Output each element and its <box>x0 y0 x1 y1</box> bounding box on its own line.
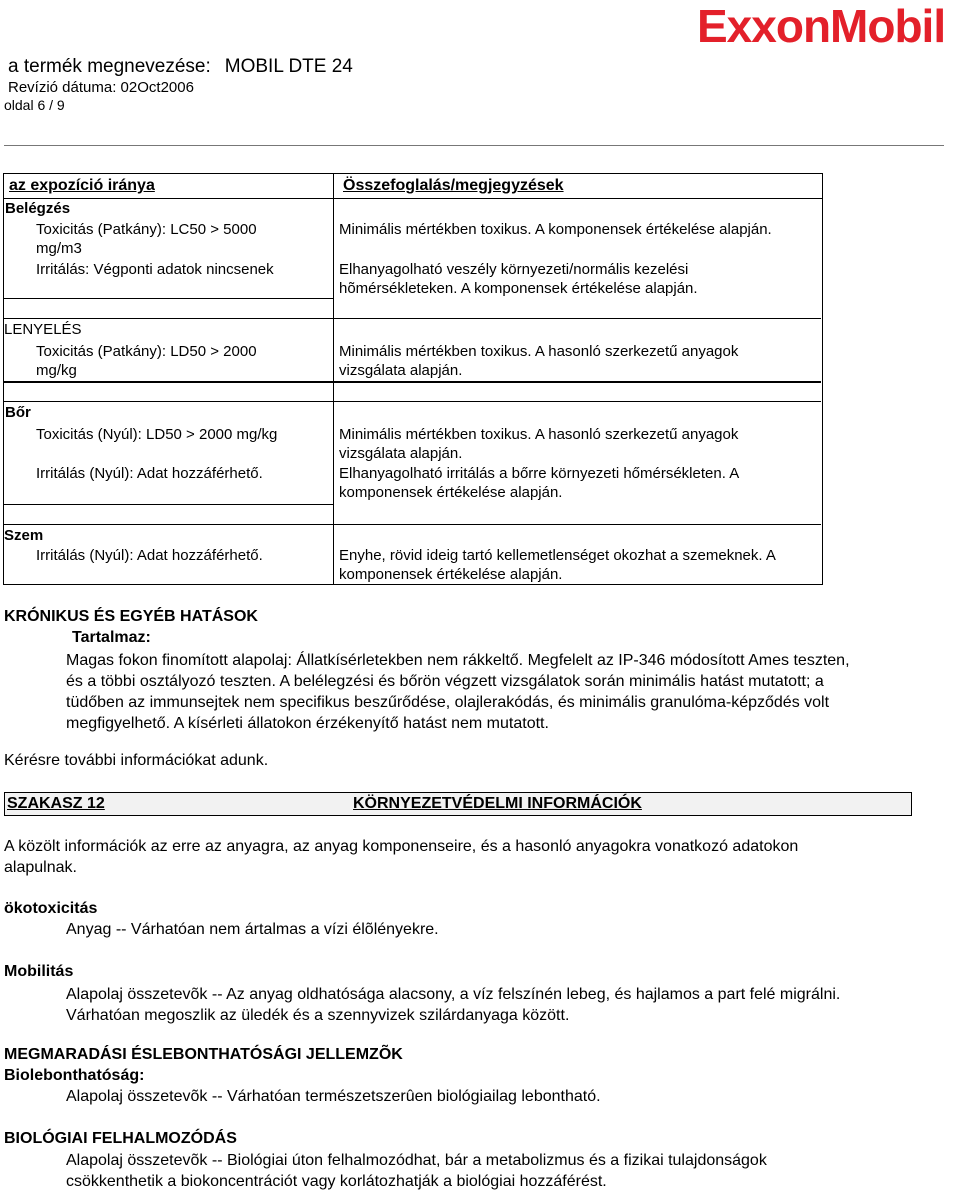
header-rule <box>4 145 944 146</box>
mobility-line: Várhatóan megoszlik az üledék és a szennyvizek szilárdanyaga között. <box>66 1007 570 1024</box>
biodegradability-title: Biolebonthatóság: <box>4 1067 145 1084</box>
persistence-title: MEGMARADÁSI ÉSLEBONTHATÓSÁGI JELLEMZÕK <box>4 1046 403 1063</box>
skin-irr-note-2: komponensek értékelése alapján. <box>339 484 563 501</box>
inhalation-tox-note: Minimális mértékben toxikus. A komponensek értékelése alapján. <box>339 221 772 238</box>
skin-tox: Toxicitás (Nyúl): LD50 > 2000 mg/kg <box>36 426 278 443</box>
section-12-bar <box>4 792 912 816</box>
skin-tox-note-1: Minimális mértékben toxikus. A hasonló szerkezetű anyagok <box>339 426 739 443</box>
mobility-text <box>66 984 840 1026</box>
section-title: KÖRNYEZETVÉDELMI INFORMÁCIÓK <box>353 795 642 812</box>
chronic-line: megfigyelhető. A kísérleti állatokon érzékenyítő hatást nem mutatott. <box>66 715 549 732</box>
ingestion-tox-1: Toxicitás (Patkány): LD50 > 2000 <box>36 343 257 360</box>
skin-tox-note-2: vizsgálata alapján. <box>339 445 463 462</box>
bioacc-line: Alapolaj összetevõk -- Biológiai úton felhalmozódhat, bár a metabolizmus és a fizikai tulajdonságok <box>66 1152 767 1169</box>
inhalation-title: Belégzés <box>5 200 71 217</box>
chronic-title: KRÓNIKUS ÉS EGYÉB HATÁSOK <box>4 608 258 625</box>
exxonmobil-logo: ExxonMobil <box>697 0 946 52</box>
row-sep <box>3 401 333 402</box>
mobility-title: Mobilitás <box>4 963 74 980</box>
eye-note-1: Enyhe, rövid ideig tartó kellemetlenséget okozhat a szemeknek. A <box>339 547 776 564</box>
product-label: a termék megnevezése: <box>8 56 211 77</box>
row-sep <box>3 298 333 299</box>
eye-title: Szem <box>4 527 44 544</box>
inhalation-tox-2: mg/m3 <box>36 240 82 257</box>
row-sep <box>3 318 333 319</box>
col-header-exposure: az expozíció iránya <box>9 177 155 194</box>
intro-line: alapulnak. <box>4 859 77 876</box>
product-name: MOBIL DTE 24 <box>224 56 353 77</box>
intro-line: A közölt információk az erre az anyagra, az anyag komponenseire, és a hasonló anyagokra vonatkozó adatokon <box>4 838 799 855</box>
section-12-intro <box>4 836 798 878</box>
inhalation-irr-note-2: hõmérsékleteken. A komponensek értékelése alapján. <box>339 280 698 297</box>
chronic-line: és a többi osztályozó teszten. A belélegzési és bőrön végzett vizsgálatok során minimális hatást mutatott; a <box>66 673 824 690</box>
request-note: Kérésre további információkat adunk. <box>4 752 269 769</box>
inhalation-tox-1: Toxicitás (Patkány): LC50 > 5000 <box>36 221 257 238</box>
row-sep <box>333 401 821 402</box>
eye-irr: Irritálás (Nyúl): Adat hozzáférhető. <box>36 547 263 564</box>
bioaccumulation-text <box>66 1150 767 1192</box>
ingestion-note-1: Minimális mértékben toxikus. A hasonló szerkezetű anyagok <box>339 343 739 360</box>
product-name-line <box>8 56 353 78</box>
row-sep <box>333 318 821 319</box>
ingestion-note-2: vizsgálata alapján. <box>339 362 463 379</box>
skin-irr: Irritálás (Nyúl): Adat hozzáférhető. <box>36 465 263 482</box>
inhalation-irr: Irritálás: Végponti adatok nincsenek <box>36 261 274 278</box>
bioacc-line: csökkenthetik a biokoncentrációt vagy korlátozhatják a biológiai hozzáférést. <box>66 1173 607 1190</box>
page-number: oldal 6 / 9 <box>4 97 65 113</box>
row-sep <box>3 381 821 383</box>
bioaccumulation-title: BIOLÓGIAI FELHALMOZÓDÁS <box>4 1130 237 1147</box>
chronic-subtitle: Tartalmaz: <box>72 629 151 646</box>
ecotox-text: Anyag -- Várhatóan nem ártalmas a vízi élõlényekre. <box>66 921 439 938</box>
section-number: SZAKASZ 12 <box>7 795 105 812</box>
eye-note-2: komponensek értékelése alapján. <box>339 566 563 583</box>
chronic-line: tüdőben az immunsejtek nem specifikus beszűrődése, olajlerakódás, és minimális granulóma-képződés volt <box>66 694 830 711</box>
row-sep <box>3 504 333 505</box>
skin-irr-note-1: Elhanyagolható irritálás a bőrre környezeti hőmérsékleten. A <box>339 465 740 482</box>
chronic-text <box>66 650 850 734</box>
table-header-rule <box>3 198 822 199</box>
chronic-line: Magas fokon finomított alapolaj: Állatkísérletekben nem rákkeltő. Megfelelt az IP-346 módosított Ames teszten, <box>66 652 850 669</box>
biodegradability-text: Alapolaj összetevõk -- Várhatóan természetszerûen biológiailag lebontható. <box>66 1088 601 1105</box>
row-sep <box>333 524 821 525</box>
ingestion-tox-2: mg/kg <box>36 362 77 379</box>
skin-title: Bőr <box>5 404 31 421</box>
ecotox-title: ökotoxicitás <box>4 900 98 917</box>
ingestion-title: LENYELÉS <box>4 321 82 338</box>
col-header-summary: Összefoglalás/megjegyzések <box>343 177 564 194</box>
mobility-line: Alapolaj összetevõk -- Az anyag oldhatósága alacsony, a víz felszínén lebeg, és hajlamos a part felé migrálni. <box>66 986 841 1003</box>
row-sep <box>3 524 333 525</box>
revision-date: Revízió dátuma: 02Oct2006 <box>8 79 194 96</box>
inhalation-irr-note-1: Elhanyagolható veszély környezeti/normális kezelési <box>339 261 689 278</box>
